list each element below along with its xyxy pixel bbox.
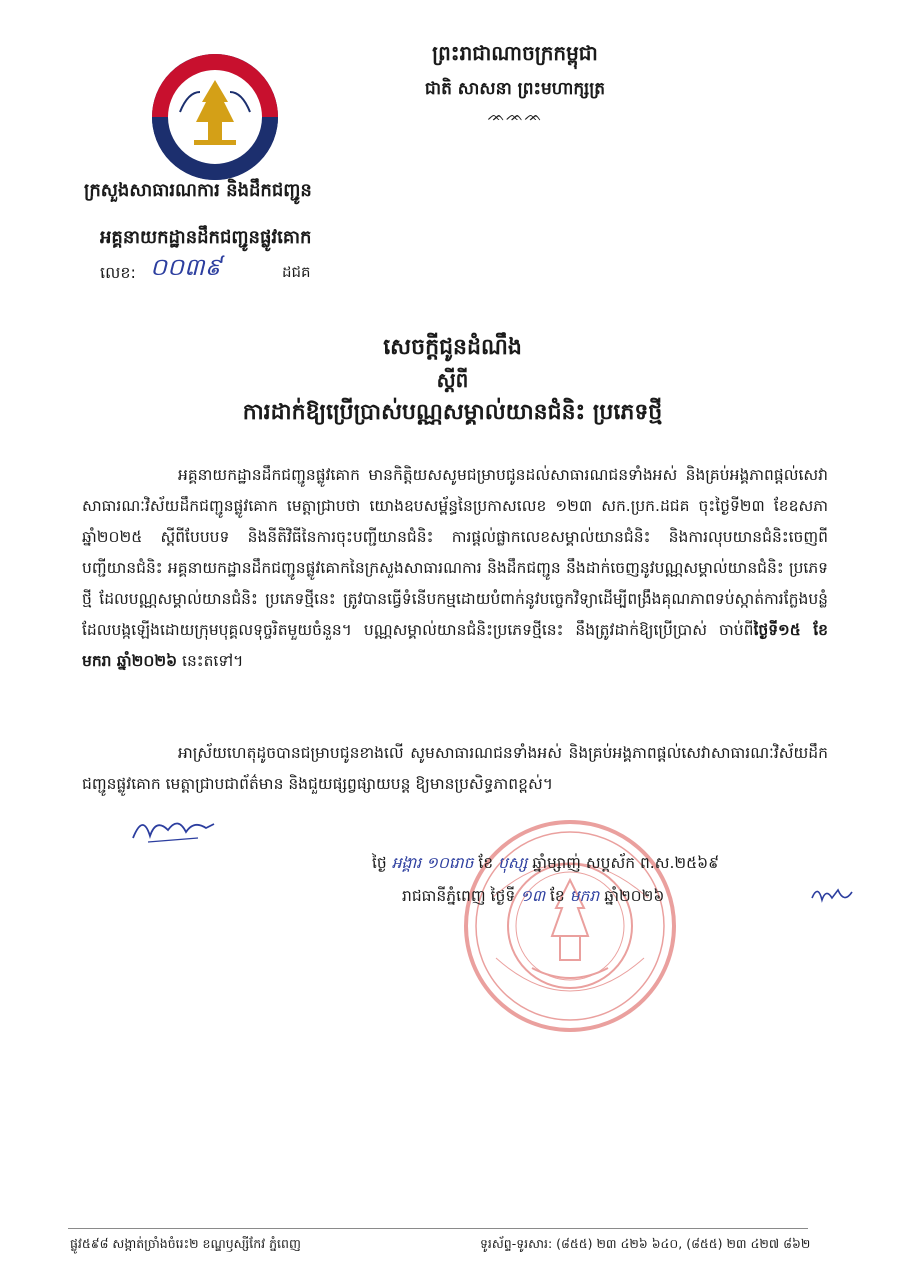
notice-subject: ការដាក់ឱ្យប្រើប្រាស់បណ្ណសម្គាល់យានជំនិះ ប្រភេទថ្មី [242,400,663,425]
ministry-name: ក្រសួងសាធារណការ និងដឹកជញ្ជូន [84,180,312,201]
lunar-year: ឆ្នាំម្សាញ់ សប្តស័ក ព.ស.២៥៦៩ [532,854,720,872]
department-name: អគ្គនាយកដ្ឋានដឹកជញ្ជូនផ្លូវគោក [100,227,312,248]
lunar-day: អង្គារ ១០រោច [391,854,474,872]
reference-number: ០០៣៩ [150,253,222,281]
place-and-day-label: រាជធានីភ្នំពេញ ថ្ងៃទី [402,887,516,905]
kingdom-title: ព្រះរាជាណាចក្រកម្ពុជា [432,41,598,65]
lunar-date [372,853,719,876]
lunar-month-label: ខែ [478,854,494,872]
footer-phone: ទូរស័ព្ទ-ទូរសារ: (៨៥៥) ២៣ ៤២៦ ៦៤០, (៨៥៥) ២៣ ៤២៧ ៨៦២ [480,1236,811,1251]
kingdom-ornament: ᨏᨏᨏ [487,108,543,124]
notice-title: សេចក្តីជូនដំណឹង [383,335,522,360]
lunar-month: បុស្ស [498,854,528,872]
effective-date: ថ្ងៃទី១៥ ខែមករា ឆ្នាំ២០២៦ [82,621,828,670]
footer-divider [68,1228,808,1229]
date-signature-icon [810,880,854,910]
reference-suffix: ដជគ [282,263,311,281]
solar-month: មករា [569,887,600,905]
solar-day: ១៣ [520,887,546,905]
reference-label: លេខ: [100,263,136,282]
solar-month-label: ខែ [550,887,565,905]
body-paragraph-1 [82,460,828,677]
paragraph-1-text: អគ្គនាយកដ្ឋានដឹកជញ្ជូនផ្លូវគោក មានកិត្តិយសសូមជម្រាបជូនដល់សាធារណជនទាំងអស់ និងគ្រប់អង្គភាពផ្តល់សេវាសាធារណៈវិស័យដឹកជញ្ជូនផ្លូវគោក មេត្តាជ្រាបថា យោងឧបសម្ព័ន្ធនៃប្រកាសលេខ ១២៣ សក.ប្រក.ដជគ ចុះថ្ងៃទី២៣ ខែឧសភា ឆ្នាំ២០២៥ ស្តីពីបែបបទ និងនីតិវិធីនៃការចុះបញ្ជីយានជំនិះ ការផ្តល់ផ្លាកលេខសម្គាល់យានជំនិះ និងការលុបយានជំនិះចេញពីបញ្ជីយានជំនិះ អគ្គនាយកដ្ឋានដឹកជញ្ជូនផ្លូវគោកនៃក្រសួងសាធារណការ និងដឹកជញ្ជូន នឹងដាក់ចេញនូវបណ្ណសម្គាល់យានជំនិះ ប្រភេទថ្មី ដែលបណ្ណសម្គាល់យានជំនិះ ប្រភេទថ្មីនេះ ត្រូវបានធ្វើទំនើបកម្មដោយបំពាក់នូវបច្ចេកវិទ្យាដើម្បីពង្រឹងគុណភាពទប់ស្កាត់ការក្លែងបន្លំ ដែលបង្កឡើងដោយក្រុមបុគ្គលទុច្ចរិតមួយចំនួន។ បណ្ណសម្គាល់យានជំនិះប្រភេទថ្មីនេះ នឹងត្រូវដាក់ឱ្យប្រើប្រាស់ ចាប់ពី [82,466,828,639]
solar-year: ឆ្នាំ២០២៦ [604,887,665,905]
signature-initials-icon [128,808,218,848]
paragraph-1-end: នេះតទៅ។ [177,652,244,670]
notice-subject-label: ស្តីពី [436,368,469,392]
solar-date [402,886,664,909]
lunar-date-prefix: ថ្ងៃ [372,854,387,872]
official-seal-icon [462,818,678,1034]
footer-address: ផ្លូវ៥៩៨ សង្កាត់ច្រាំងចំរេះ២ ខណ្ឌឫស្សីកែវ ភ្នំពេញ [70,1236,301,1251]
kingdom-motto: ជាតិ សាសនា ព្រះមហាក្សត្រ [424,79,606,99]
body-paragraph-2: អាស្រ័យហេតុដូចបានជម្រាបជូនខាងលើ សូមសាធារណជនទាំងអស់ និងគ្រប់អង្គភាពផ្តល់សេវាសាធារណៈវិស័យដឹកជញ្ជូនផ្លូវគោក មេត្តាជ្រាបជាព័ត៌មាន និងជួយផ្សព្វផ្សាយបន្ត ឱ្យមានប្រសិទ្ធភាពខ្ពស់។ [82,744,828,793]
ministry-logo-icon [150,52,280,182]
